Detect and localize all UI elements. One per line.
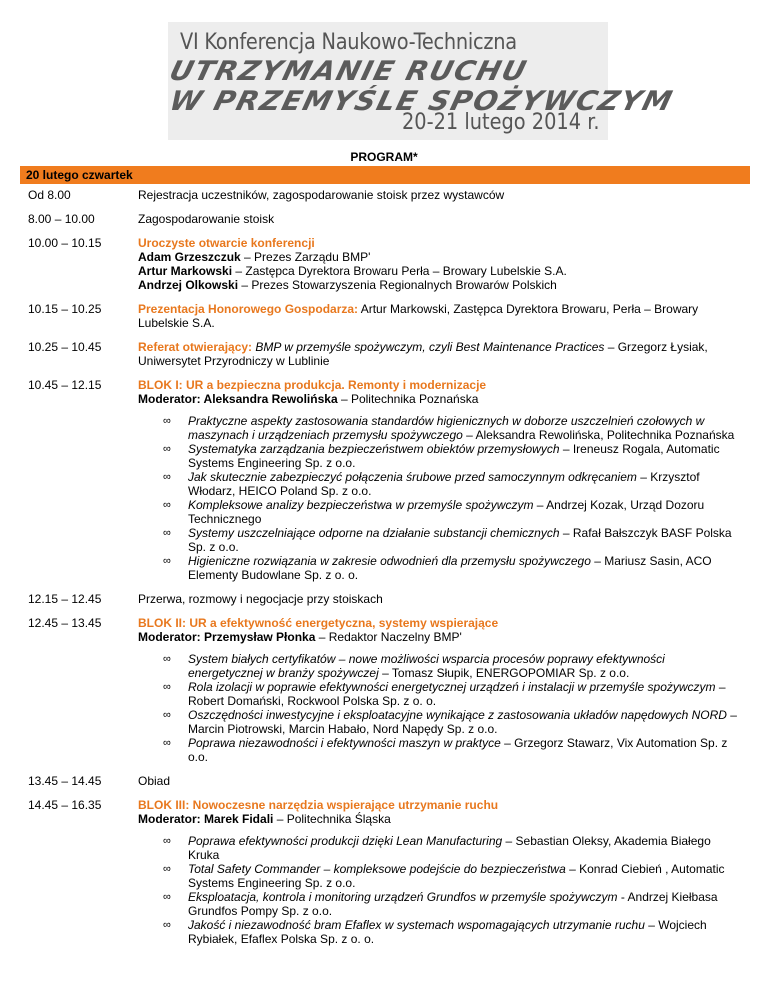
session-text: Zagospodarowanie stoisk [138, 212, 275, 226]
speaker-role: – Prezes Stowarzyszenia Regionalnych Browarów Polskich [238, 278, 557, 292]
session-heading: Referat otwierający: [138, 340, 253, 354]
talk-list [138, 834, 742, 946]
bullet-icon: ∞ [163, 737, 171, 749]
speaker-name: Adam Grzeszczuk [138, 250, 241, 264]
program-row [20, 770, 750, 794]
talk-title: Systematyka zarządzania bezpieczeństwem obiektów przemysłowych [188, 442, 560, 456]
talk-title: Eksploatacja, kontrola i monitoring urządzeń Grundfos w przemyśle spożywczym [188, 890, 618, 904]
session-time: 13.45 – 14.45 [28, 774, 102, 788]
conference-name: VI Konferencja Naukowo-Techniczna [180, 30, 517, 55]
speaker-role: – Prezes Zarządu BMP' [240, 250, 371, 264]
list-item [138, 652, 742, 680]
talk-author: – Krzysztof Włodarz, HEICO Poland Sp. z o.o. [188, 470, 700, 498]
session-detail: Artur Markowski, Zastępca Dyrektora Browaru, Perła – Browary Lubelskie S.A. [138, 302, 699, 330]
session-detail: – Grzegorz Łysiak, Uniwersytet Przyrodniczy w Lublinie [138, 340, 708, 368]
program-row [20, 612, 750, 770]
talk-title: Praktyczne aspekty zastosowania standardów higienicznych w doborze uszczelnień czołowych w maszynach i urządzeniach przemysłu spożywczego [188, 414, 705, 442]
moderator-affiliation: – Politechnika Poznańska [337, 392, 479, 406]
list-item [138, 834, 742, 862]
talk-title: Jak skutecznie zabezpieczyć połączenia śrubowe przed samoczynnym odkręcaniem [188, 470, 637, 484]
day-header-row [20, 166, 750, 184]
session-time: Od 8.00 [28, 188, 71, 202]
talk-title: Poprawa efektywności produkcji dzięki Lean Manufacturing [188, 834, 503, 848]
talk-title: Total Safety Commander – kompleksowe podejście do bezpieczeństwa [188, 862, 566, 876]
program-row [20, 336, 750, 374]
session-heading: Prezentacja Honorowego Gospodarza: [138, 302, 359, 316]
session-text: Rejestracja uczestników, zagospodarowanie stoisk przez wystawców [138, 188, 505, 202]
bullet-icon: ∞ [163, 835, 171, 847]
list-item [138, 890, 742, 918]
bullet-icon: ∞ [163, 653, 171, 665]
bullet-icon: ∞ [163, 709, 171, 721]
session-description [138, 184, 750, 208]
list-item [138, 708, 742, 736]
program-row [20, 208, 750, 232]
talk-title: BMP w przemyśle spożywczym, czyli Best Maintenance Practices [252, 340, 605, 354]
session-time: 10.45 – 12.15 [28, 378, 102, 392]
session-description [138, 588, 750, 612]
program-row [20, 298, 750, 336]
talk-title: Oszczędności inwestycyjne i eksploatacyjne wynikające z zastosowania układów napędowych NORD [188, 708, 727, 722]
list-item [138, 414, 742, 442]
talk-author: – Tomasz Słupik, ENERGOPOMIAR Sp. z o.o. [378, 666, 630, 680]
session-description [138, 374, 750, 588]
bullet-icon: ∞ [163, 443, 171, 455]
program-row [20, 794, 750, 952]
list-item [138, 680, 742, 708]
session-heading: BLOK I: UR a bezpieczna produkcja. Remonty i modernizacje [138, 378, 487, 392]
bullet-icon: ∞ [163, 471, 171, 483]
bullet-icon: ∞ [163, 919, 171, 931]
bullet-icon: ∞ [163, 527, 171, 539]
bullet-icon: ∞ [163, 415, 171, 427]
program-row [20, 588, 750, 612]
session-description [138, 298, 750, 336]
talk-title: Rola izolacji w poprawie efektywności energetycznej urządzeń i instalacji w przemyśle spożywczym [188, 680, 716, 694]
bullet-icon: ∞ [163, 555, 171, 567]
session-description [138, 612, 750, 770]
speaker-name: Artur Markowski [138, 264, 233, 278]
list-item [138, 736, 742, 764]
speaker-name: Andrzej Olkowski [138, 278, 239, 292]
moderator-affiliation: – Politechnika Śląska [273, 812, 391, 826]
program-table [20, 166, 750, 952]
talk-author: – Konrad Ciebień , Automatic Systems Engineering Sp. z o.o. [188, 862, 725, 890]
talk-author: – Andrzej Kozak, Urząd Dozoru Technicznego [188, 498, 705, 526]
talk-author: – Ireneusz Rogala, Automatic Systems Engineering Sp. z o.o. [188, 442, 720, 470]
talk-author: – Grzegorz Stawarz, Vix Automation Sp. z o.o. [188, 736, 728, 764]
session-time: 12.45 – 13.45 [28, 616, 102, 630]
list-item [138, 862, 742, 890]
bullet-icon: ∞ [163, 499, 171, 511]
talk-title: Kompleksowe analizy bezpieczeństwa w przemyśle spożywczym [188, 498, 534, 512]
program-row [20, 374, 750, 588]
session-time: 12.15 – 12.45 [28, 592, 102, 606]
session-time: 8.00 – 10.00 [28, 212, 95, 226]
list-item [138, 470, 742, 498]
talk-title: Poprawa niezawodności i efektywności maszyn w praktyce [188, 736, 501, 750]
bullet-icon: ∞ [163, 681, 171, 693]
talk-author: – Sebastian Oleksy, Akademia Białego Kruka [188, 834, 711, 862]
session-heading: Uroczyste otwarcie konferencji [138, 236, 315, 250]
banner-title-line2: W PRZEMYŚLE SPOŻYWCZYM [166, 86, 677, 117]
talk-list [138, 652, 742, 764]
moderator-affiliation: – Redaktor Naczelny BMP' [315, 630, 462, 644]
session-text: Przerwa, rozmowy i negocjacje przy stoiskach [138, 592, 383, 606]
talk-title: System białych certyfikatów – nowe możliwości wsparcia procesów poprawy efektywności energetycznej w branży spożywczej [188, 652, 665, 680]
session-description [138, 232, 750, 298]
talk-author: – Wojciech Rybiałek, Efaflex Polska Sp. z o. o. [188, 918, 707, 946]
session-description [138, 770, 750, 794]
moderator-name: Moderator: Marek Fidali [138, 812, 274, 826]
talk-list [138, 414, 742, 582]
session-time: 10.00 – 10.15 [28, 236, 102, 250]
talk-author: – Rafał Bałszczyk BASF Polska Sp. z o.o. [188, 526, 732, 554]
moderator-name: Moderator: Aleksandra Rewolińska [138, 392, 338, 406]
list-item [138, 498, 742, 526]
moderator-name: Moderator: Przemysław Płonka [138, 630, 316, 644]
list-item [138, 526, 742, 554]
list-item [138, 918, 742, 946]
session-description [138, 336, 750, 374]
day-header: 20 lutego czwartek [20, 166, 750, 184]
talk-title: Higieniczne rozwiązania w zakresie odwodnień dla przemysłu spożywczego [188, 554, 591, 568]
conference-dates: 20-21 lutego 2014 r. [402, 110, 600, 135]
program-title: PROGRAM* [350, 150, 418, 164]
program-row [20, 232, 750, 298]
talk-author: – Marcin Piotrowski, Marcin Habało, Nord Napędy Sp. z o.o. [188, 708, 737, 736]
talk-author: – Aleksandra Rewolińska, Politechnika Poznańska [462, 428, 735, 442]
session-heading: BLOK II: UR a efektywność energetyczna, systemy wspierające [138, 616, 499, 630]
session-description [138, 794, 750, 952]
session-description [138, 208, 750, 232]
session-time: 10.25 – 10.45 [28, 340, 102, 354]
session-time: 14.45 – 16.35 [28, 798, 102, 812]
talk-author: – Robert Domański, Rockwool Polska Sp. z o. o. [188, 680, 726, 708]
session-text: Obiad [138, 774, 171, 788]
session-time: 10.15 – 10.25 [28, 302, 102, 316]
list-item [138, 554, 742, 582]
conference-banner [166, 22, 677, 140]
bullet-icon: ∞ [163, 891, 171, 903]
bullet-icon: ∞ [163, 863, 171, 875]
talk-title: Jakość i niezawodność bram Efaflex w systemach wspomagających utrzymanie ruchu [188, 918, 645, 932]
talk-title: Systemy uszczelniające odporne na działanie substancji chemicznych [188, 526, 560, 540]
talk-author: – Mariusz Sasin, ACO Elementy Budowlane Sp. z o. o. [188, 554, 712, 582]
banner-title-line1: UTRZYMANIE RUCHU [166, 56, 531, 87]
speaker-role: – Zastępca Dyrektora Browaru Perła – Browary Lubelskie S.A. [232, 264, 567, 278]
talk-author: - Andrzej Kiełbasa Grundfos Pompy Sp. z o.o. [188, 890, 718, 918]
session-heading: BLOK III: Nowoczesne narzędzia wspierające utrzymanie ruchu [138, 798, 499, 812]
list-item [138, 442, 742, 470]
program-row [20, 184, 750, 208]
